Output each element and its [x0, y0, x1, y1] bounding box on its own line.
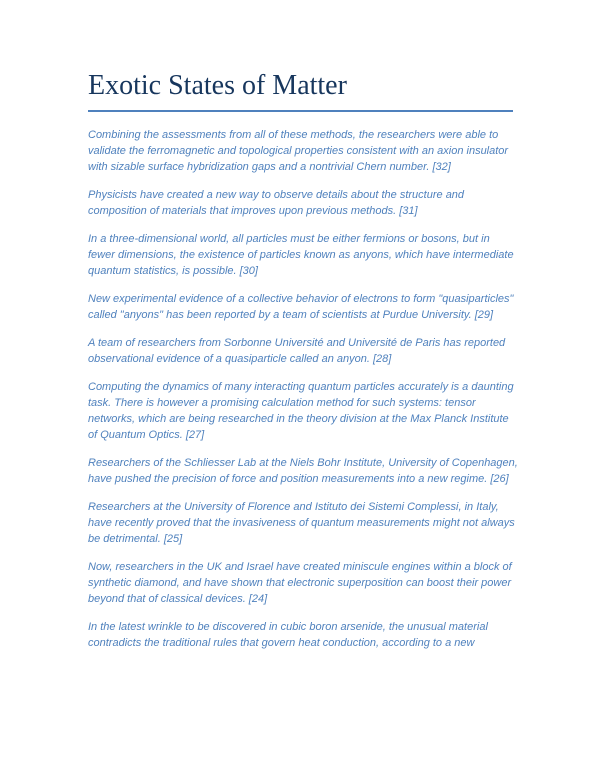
paragraph: In a three-dimensional world, all particles must be either fermions or bosons, but in fewer dimensions, the existence of particles known as anyons, which have intermediate quantum statistics, is possible. [30] [88, 233, 514, 277]
paragraph: Physicists have created a new way to observe details about the structure and composition of materials that improves upon previous methods. [31] [88, 189, 465, 217]
paragraph: Researchers of the Schliesser Lab at the Niels Bohr Institute, University of Copenhagen, have pushed the precision of force and position measurements into a new regime. [26] [88, 457, 518, 485]
paragraph: Now, researchers in the UK and Israel have created miniscule engines within a block of synthetic diamond, and have shown that electronic superposition can boost their power beyond that of classical devices. [24] [88, 561, 512, 605]
paragraph: In the latest wrinkle to be discovered in cubic boron arsenide, the unusual material contradicts the traditional rules that govern heat conduction, according to a new [88, 621, 488, 649]
title-underline [88, 110, 513, 112]
document-body [88, 127, 518, 663]
paragraph: New experimental evidence of a collective behavior of electrons to form "quasiparticles" called "anyons" has been reported by a team of scientists at Purdue University. [29] [88, 293, 514, 321]
page-title: Exotic States of Matter [88, 70, 347, 101]
paragraph: Combining the assessments from all of these methods, the researchers were able to validate the ferromagnetic and topological properties consistent with an axion insulator with sizable surface hybridization gaps and a nontrivial Chern number. [32] [88, 129, 509, 173]
paragraph: Researchers at the University of Florence and Istituto dei Sistemi Complessi, in Italy, have recently proved that the invasiveness of quantum measurements might not always be detrimental. [25] [88, 501, 515, 545]
paragraph: Computing the dynamics of many interacting quantum particles accurately is a daunting task. There is however a promising calculation method for such systems: tensor networks, which are being researched in the theory division at the Max Planck Institute of Quantum Optics. [27] [88, 381, 514, 441]
paragraph: A team of researchers from Sorbonne Université and Université de Paris has reported observational evidence of a quasiparticle called an anyon. [28] [88, 337, 506, 365]
